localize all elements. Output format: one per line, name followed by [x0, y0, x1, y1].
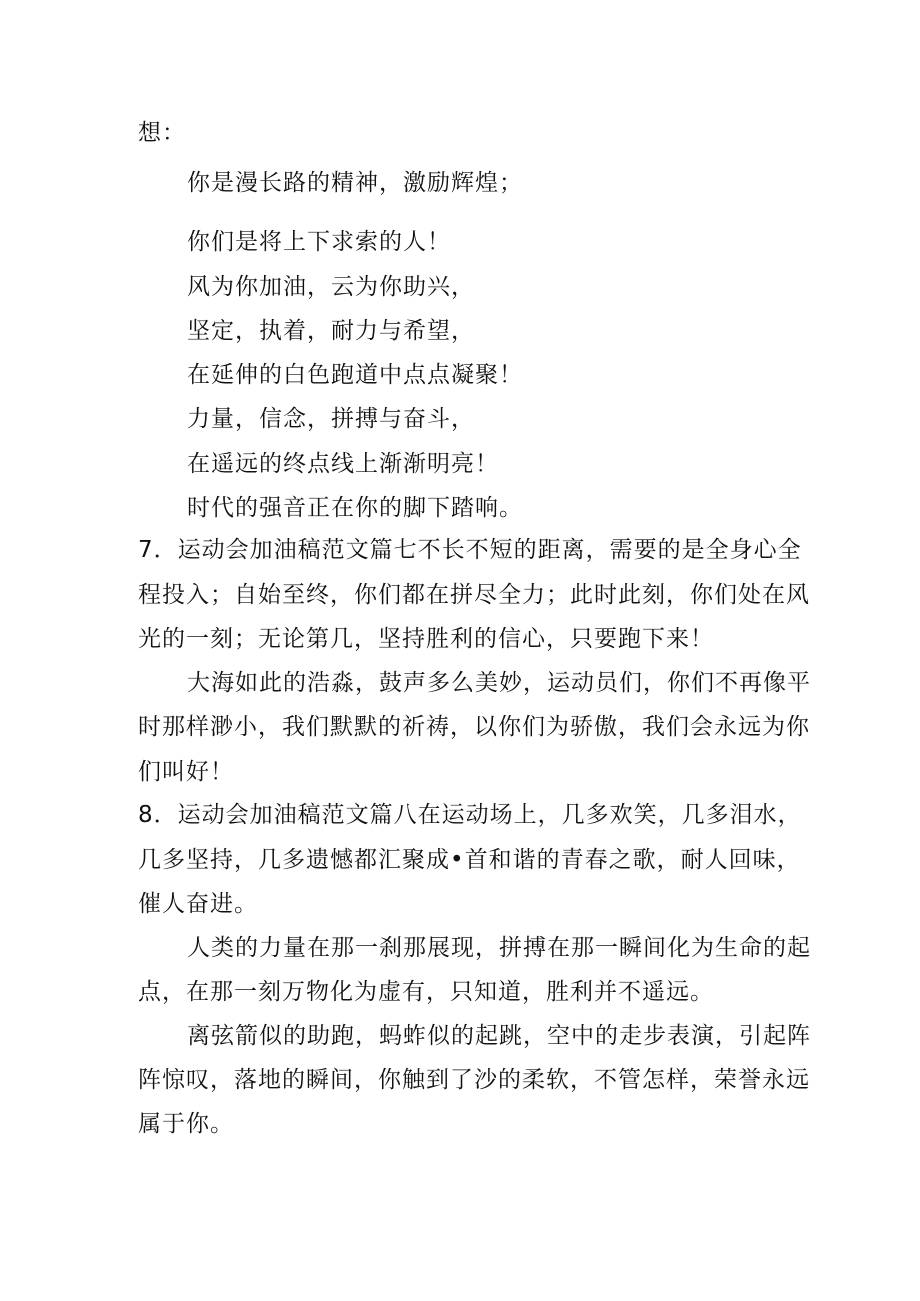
poem-line: 你们是将上下求索的人！: [187, 229, 451, 255]
paragraph-line: 大海如此的浩淼，鼓声多么美妙，运动员们，你们不再像平: [187, 670, 811, 696]
paragraph-line: 几多坚持，几多遗憾都汇聚成•首和谐的青春之歌，耐人回味，: [138, 847, 801, 873]
poem-line: 力量，信念，拼搏与奋斗，: [187, 406, 475, 432]
paragraph-line: 们叫好！: [138, 759, 234, 785]
paragraph-line: 程投入；自始至终，你们都在拼尽全力；此时此刻，你们处在风: [138, 582, 810, 608]
poem-line: 时代的强音正在你的脚下踏响。: [187, 495, 523, 521]
poem-line: 在延伸的白色跑道中点点凝聚！: [187, 362, 523, 388]
paragraph-line: 阵惊叹，落地的瞬间，你触到了沙的柔软，不管怎样，荣誉永远: [138, 1067, 810, 1093]
section-8-heading-line: 8．运动会加油稿范文篇八在运动场上，几多欢笑，几多泪水，: [138, 802, 802, 828]
poem-line: 你是漫长路的精神，激励辉煌；: [187, 170, 523, 196]
paragraph-line: 时那样渺小，我们默默的祈祷，以你们为骄傲，我们会永远为你: [138, 714, 810, 740]
section-7-heading-line: 7．运动会加油稿范文篇七不长不短的距离，需要的是全身心全: [138, 537, 802, 563]
paragraph-line: 属于你。: [138, 1111, 234, 1137]
paragraph-line: 人类的力量在那一刹那展现，拼搏在那一瞬间化为生命的起: [187, 935, 811, 961]
paragraph-line: 点，在那一刻万物化为虚有，只知道，胜利并不遥远。: [138, 979, 714, 1005]
poem-line: 风为你加油，云为你助兴，: [187, 274, 475, 300]
paragraph-line: 光的一刻；无论第几，坚持胜利的信心，只要跑下来！: [138, 626, 714, 652]
paragraph-line: 催人奋进。: [138, 891, 258, 917]
poem-line: 坚定，执着，耐力与希望，: [187, 318, 475, 344]
poem-line: 在遥远的终点线上渐渐明亮！: [187, 451, 499, 477]
text-line: 想：: [138, 120, 186, 146]
paragraph-line: 离弦箭似的助跑，蚂蚱似的起跳，空中的走步表演，引起阵: [187, 1023, 811, 1049]
